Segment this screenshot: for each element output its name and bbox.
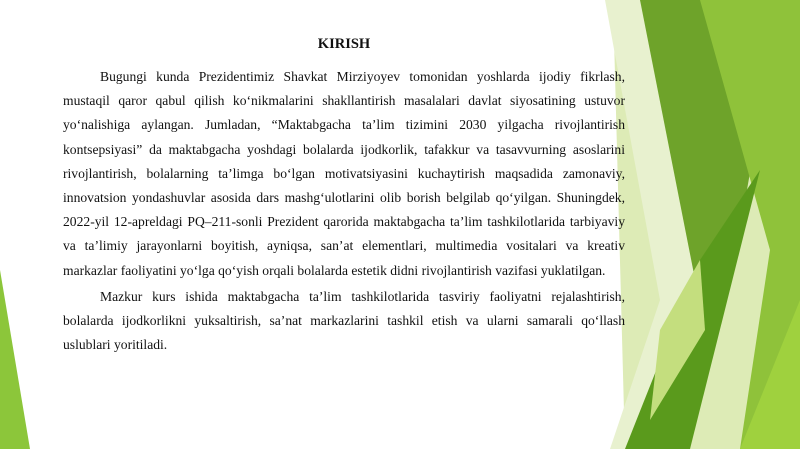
slide-title: KIRISH: [317, 36, 371, 52]
slide-content: [63, 36, 625, 359]
course-paragraph: Mazkur kurs ishida maktabgacha taʼlim tashkilotlarida tasviriy faoliyatni rejalashtirish, bolalarda ijodkorlikni yuksaltirish, saʼnat markazlarini tashkil etish va ularni samarali qoʻllash uslublari yoritiladi.: [63, 288, 625, 353]
intro-paragraph: Bugungi kunda Prezidentimiz Shavkat Mirziyoyev tomonidan yoshlarda ijodiy fikrlash, mustaqil qaror qabul qilish koʻnikmalarini shakllantirish masalalari davlat siyosatining ustuvor yoʻnalishiga aylangan. Jumladan, “Maktabgacha taʼlim tizimini 2030 yilgacha rivojlantirish kontsepsiyasi” da maktabgacha yoshdagi bolalarda ijodkorlik, tafakkur va tasavvurning asoslarini rivojlantirish, bolalarning taʼlimga boʻlgan motivatsiyasini kuchaytirish maqsadida zamonaviy, innovatsion yondashuvlar asosida dars mashgʻulotlarini olib borish belgilab qoʻyilgan. Shuningdek, 2022-yil 12-apreldagi PQ–211-sonli Prezident qarorida maktabgacha taʼlim tashkilotlarida tarbiyaviy va taʼlimiy jarayonlarni boyitish, ayniqsa, sanʼat elementlari, multimedia vositalari va kreativ markazlar faoliyatini yoʻlga qoʻyish orqali bolalarda estetik didni rivojlantirish vazifasi yuklatilgan.: [63, 69, 625, 278]
left-green-wedge: [0, 270, 30, 449]
